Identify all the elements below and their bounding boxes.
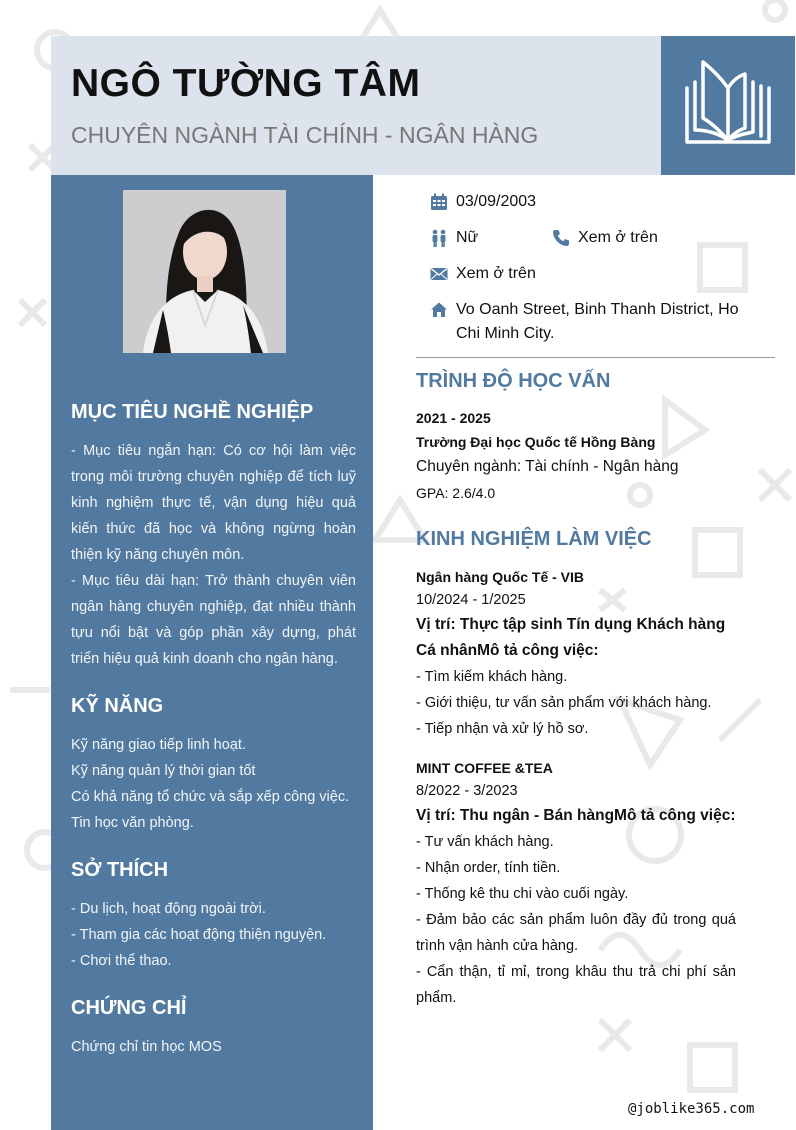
certificates-list (71, 1034, 356, 1060)
education-title: TRÌNH ĐỘ HỌC VẤN (416, 370, 611, 392)
hobby-item: - Du lịch, hoạt động ngoài trời. (71, 901, 266, 917)
contact-divider (416, 357, 775, 358)
objective-long-term: - Mục tiêu dài hạn: Trở thành chuyên viên ngân hàng chuyên nghiệp, đạt nhiều thành tựu nổi bật và góp phần xây dựng, phát triển hiệu quả kinh doanh cho ngân hàng. (71, 573, 356, 667)
job-company: MINT COFFEE &TEA (416, 760, 553, 776)
home-icon (430, 301, 448, 319)
email-row (430, 262, 536, 286)
job-period: 8/2022 - 3/2023 (416, 783, 518, 799)
job-duty: - Giới thiệu, tư vấn sản phẩm với khách hàng. (416, 695, 712, 711)
education-major: Chuyên ngành: Tài chính - Ngân hàng (416, 458, 679, 475)
skills-title: KỸ NĂNG (71, 695, 164, 717)
job-duty: - Tìm kiếm khách hàng. (416, 669, 568, 685)
job-period: 10/2024 - 1/2025 (416, 592, 526, 608)
job-duty: - Cẩn thận, tỉ mỉ, trong khâu thu trả chi phí sản phẩm. (416, 964, 736, 1006)
birthday-row (430, 190, 536, 214)
phone-row (552, 226, 658, 250)
phone-value: Xem ở trên (578, 229, 658, 246)
open-book-icon (681, 58, 775, 152)
envelope-icon (430, 265, 448, 283)
objective-title: MỤC TIÊU NGHỀ NGHIỆP (71, 401, 314, 423)
people-icon (430, 229, 448, 247)
education-gpa: GPA: 2.6/4.0 (416, 485, 496, 501)
logo-panel (661, 36, 795, 175)
left-sidebar (51, 175, 373, 1130)
certificates-title: CHỨNG CHỈ (71, 997, 187, 1019)
skills-list (71, 732, 356, 836)
phone-icon (552, 229, 570, 247)
job-position: Vị trí: Thu ngân - Bán hàngMô tả công việc: (416, 807, 736, 824)
job-duties (416, 829, 736, 1011)
job-duty: - Tư vấn khách hàng. (416, 834, 554, 850)
hobbies-list (71, 896, 356, 974)
gender-row (430, 226, 478, 250)
job-duty: - Tiếp nhận và xử lý hồ sơ. (416, 721, 589, 737)
job-duty: - Nhận order, tính tiền. (416, 860, 561, 876)
objective-short-term: - Mục tiêu ngắn hạn: Có cơ hội làm việc trong môi trường chuyên nghiệp để tích luỹ kinh nghiệm thực tế, vận dụng hiệu quả kiến thức đã học và không ngừng hoàn thiện kỹ năng chuyên môn. (71, 443, 356, 563)
header-banner (51, 36, 661, 175)
certificate-item: Chứng chỉ tin học MOS (71, 1039, 222, 1055)
profile-photo (123, 190, 286, 353)
email-value: Xem ở trên (456, 265, 536, 282)
portrait-image (123, 190, 286, 353)
education-school: Trường Đại học Quốc tế Hồng Bàng (416, 434, 656, 450)
job-duty: - Đảm bảo các sản phẩm luôn đầy đủ trong quá trình vận hành cửa hàng. (416, 912, 736, 954)
job-company: Ngân hàng Quốc Tế - VIB (416, 569, 585, 585)
skill-item: Kỹ năng giao tiếp linh hoạt. (71, 737, 246, 753)
full-name: NGÔ TƯỜNG TÂM (71, 62, 421, 105)
experience-title: KINH NGHIỆM LÀM VIỆC (416, 528, 652, 550)
job-duty: - Thống kê thu chi vào cuối ngày. (416, 886, 629, 902)
birthday-value: 03/09/2003 (456, 193, 537, 210)
job-duties (416, 664, 736, 742)
job-subtitle: CHUYÊN NGÀNH TÀI CHÍNH - NGÂN HÀNG (71, 122, 539, 148)
hobbies-title: SỞ THÍCH (71, 859, 169, 881)
gender-value: Nữ (456, 229, 479, 246)
skill-item: Tin học văn phòng. (71, 815, 194, 831)
hobby-item: - Chơi thể thao. (71, 953, 172, 969)
address-row (430, 298, 760, 346)
address-value: Vo Oanh Street, Binh Thanh District, Ho Chi Minh City. (456, 301, 739, 342)
hobby-item: - Tham gia các hoạt động thiện nguyện. (71, 927, 327, 943)
skill-item: Kỹ năng quản lý thời gian tốt (71, 763, 256, 779)
job-position: Vị trí: Thực tập sinh Tín dụng Khách hàng Cá nhânMô tả công việc: (416, 616, 726, 659)
watermark-text: @joblike365.com (628, 1101, 755, 1117)
objective-body (71, 438, 356, 672)
skill-item: Có khả năng tổ chức và sắp xếp công việc. (71, 789, 350, 805)
calendar-icon (430, 193, 448, 211)
education-period: 2021 - 2025 (416, 410, 491, 426)
